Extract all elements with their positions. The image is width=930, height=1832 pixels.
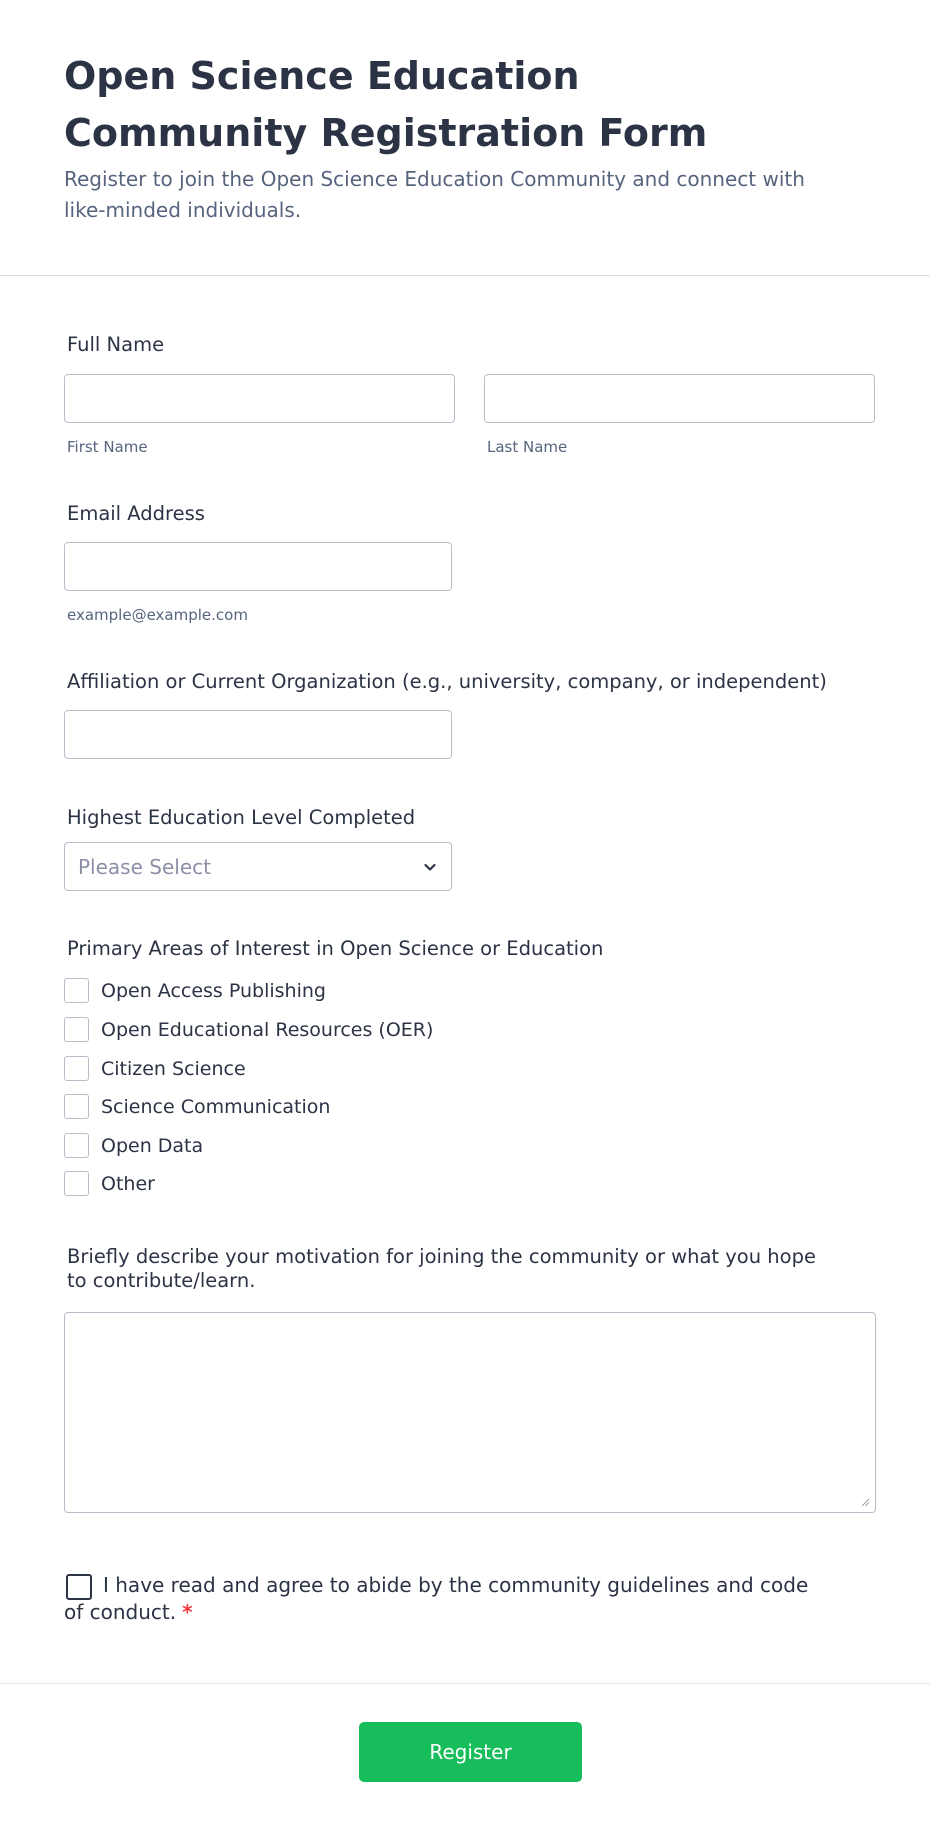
checkbox-label: Science Communication [101,1096,331,1118]
affiliation-input[interactable] [64,710,452,759]
education-select-value: Please Select [78,855,211,879]
motivation-textarea[interactable] [64,1312,876,1513]
email-label: Email Address [67,502,205,525]
first-name-sublabel: First Name [67,438,148,456]
email-sublabel: example@example.com [67,606,248,624]
agreement-label: I have read and agree to abide by the community guidelines and code of conduct. [64,1573,809,1624]
register-button[interactable]: Register [359,1722,582,1782]
full-name-label: Full Name [67,333,165,356]
checkbox[interactable] [64,1056,89,1081]
interests-label: Primary Areas of Interest in Open Science or Education [67,937,604,960]
email-input[interactable] [64,542,452,591]
resize-grip-icon[interactable] [861,1498,870,1507]
required-asterisk: * [182,1600,193,1624]
checkbox[interactable] [64,1133,89,1158]
motivation-label: Briefly describe your motivation for joining the community or what you hope to contribute/learn. [67,1245,816,1292]
form-header [0,0,930,276]
checkbox-label: Open Access Publishing [101,980,326,1002]
checkbox-label: Citizen Science [101,1058,246,1080]
checkbox-label: Open Educational Resources (OER) [101,1019,434,1041]
first-name-input[interactable] [64,374,455,423]
education-label: Highest Education Level Completed [67,806,416,829]
affiliation-label: Affiliation or Current Organization (e.g., university, company, or independent) [67,670,827,693]
last-name-sublabel: Last Name [487,438,568,456]
checkbox-label: Other [101,1173,155,1195]
chevron-down-icon [421,858,439,876]
checkbox[interactable] [64,1094,89,1119]
form-title: Open Science Education Community Registration Form [64,54,708,155]
footer-divider [0,1683,930,1684]
form-subtitle: Register to join the Open Science Education Community and connect with like-minded individuals. [64,167,805,222]
education-select[interactable] [64,842,452,891]
last-name-input[interactable] [484,374,875,423]
checkbox[interactable] [64,1171,89,1196]
agreement-text [64,1572,824,1626]
checkbox-label: Open Data [101,1135,204,1157]
checkbox[interactable] [64,978,89,1003]
checkbox[interactable] [64,1017,89,1042]
agreement-checkbox[interactable] [66,1574,92,1600]
